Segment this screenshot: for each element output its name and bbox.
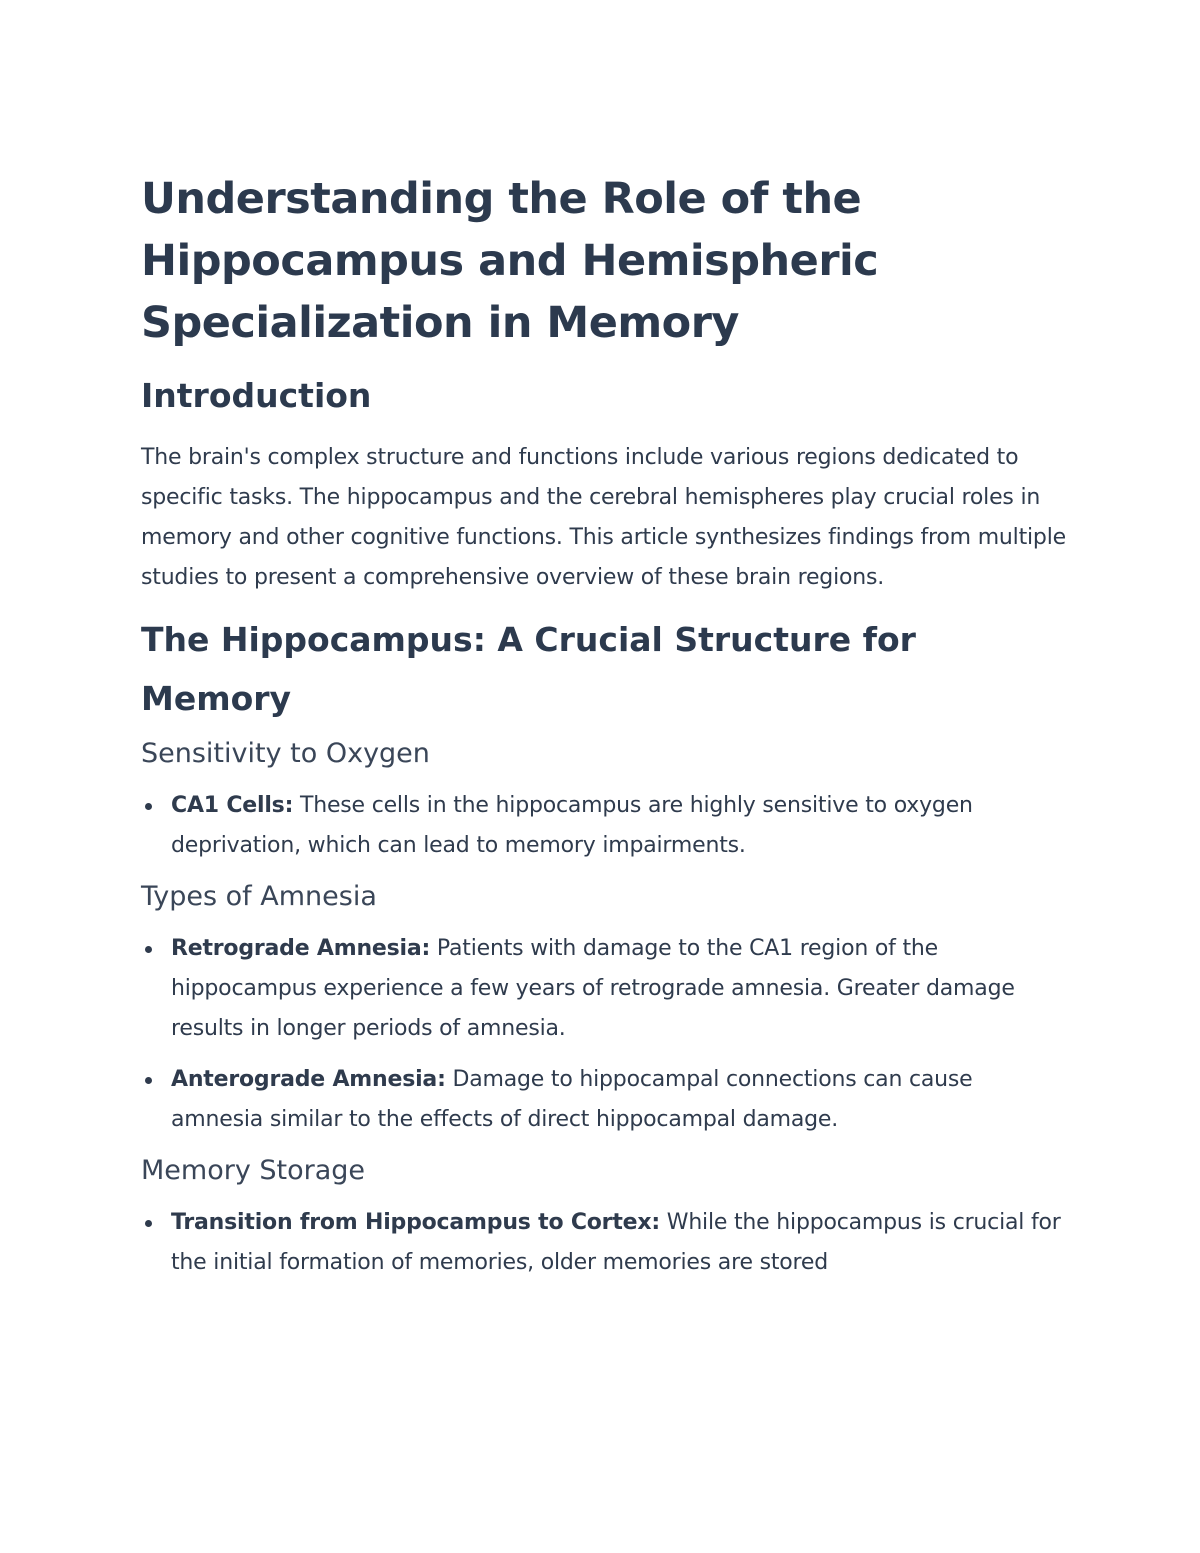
bullet-list-memory-storage: [141, 1203, 1071, 1283]
bullet-list-amnesia: [141, 929, 1071, 1140]
list-item-term: CA1 Cells:: [171, 793, 294, 818]
bullet-icon: [145, 946, 152, 953]
hippocampus-section-heading: The Hippocampus: A Crucial Structure for Memory: [141, 620, 916, 718]
subsection-heading-oxygen: Sensitivity to Oxygen: [141, 738, 430, 769]
bullet-icon: [145, 803, 152, 810]
list-item: [141, 1203, 1071, 1283]
introduction-paragraph: The brain's complex structure and functions include various regions dedicated to specific tasks. The hippocampus and the cerebral hemispheres play crucial roles in memory and other cognitive functions. This article synthesizes findings from multiple studies to present a comprehensive overview of these brain regions.: [141, 445, 1066, 590]
document-page: [141, 168, 1071, 1294]
list-item-term: Retrograde Amnesia:: [171, 936, 431, 961]
list-item: [141, 1060, 1071, 1140]
list-item: [141, 786, 1071, 866]
introduction-heading: Introduction: [141, 376, 372, 415]
list-item-text: Patients with damage to the CA1 region of the hippocampus experience a few years of retrograde amnesia. Greater damage results in longer periods of amnesia.: [171, 936, 1015, 1041]
bullet-list-oxygen: [141, 786, 1071, 866]
list-item: [141, 929, 1071, 1049]
document-title: Understanding the Role of the Hippocampus and Hemispheric Specialization in Memory: [141, 174, 879, 348]
subsection-heading-amnesia: Types of Amnesia: [141, 881, 377, 912]
list-item-text: While the hippocampus is crucial for the initial formation of memories, older memories are stored: [171, 1210, 1061, 1275]
list-item-term: Anterograde Amnesia:: [171, 1067, 446, 1092]
bullet-icon: [145, 1077, 152, 1084]
list-item-text: These cells in the hippocampus are highly sensitive to oxygen deprivation, which can lead to memory impairments.: [171, 793, 973, 858]
subsection-heading-memory-storage: Memory Storage: [141, 1155, 366, 1186]
list-item-text: Damage to hippocampal connections can cause amnesia similar to the effects of direct hippocampal damage.: [171, 1067, 973, 1132]
bullet-icon: [145, 1220, 152, 1227]
list-item-term: Transition from Hippocampus to Cortex:: [171, 1210, 660, 1235]
